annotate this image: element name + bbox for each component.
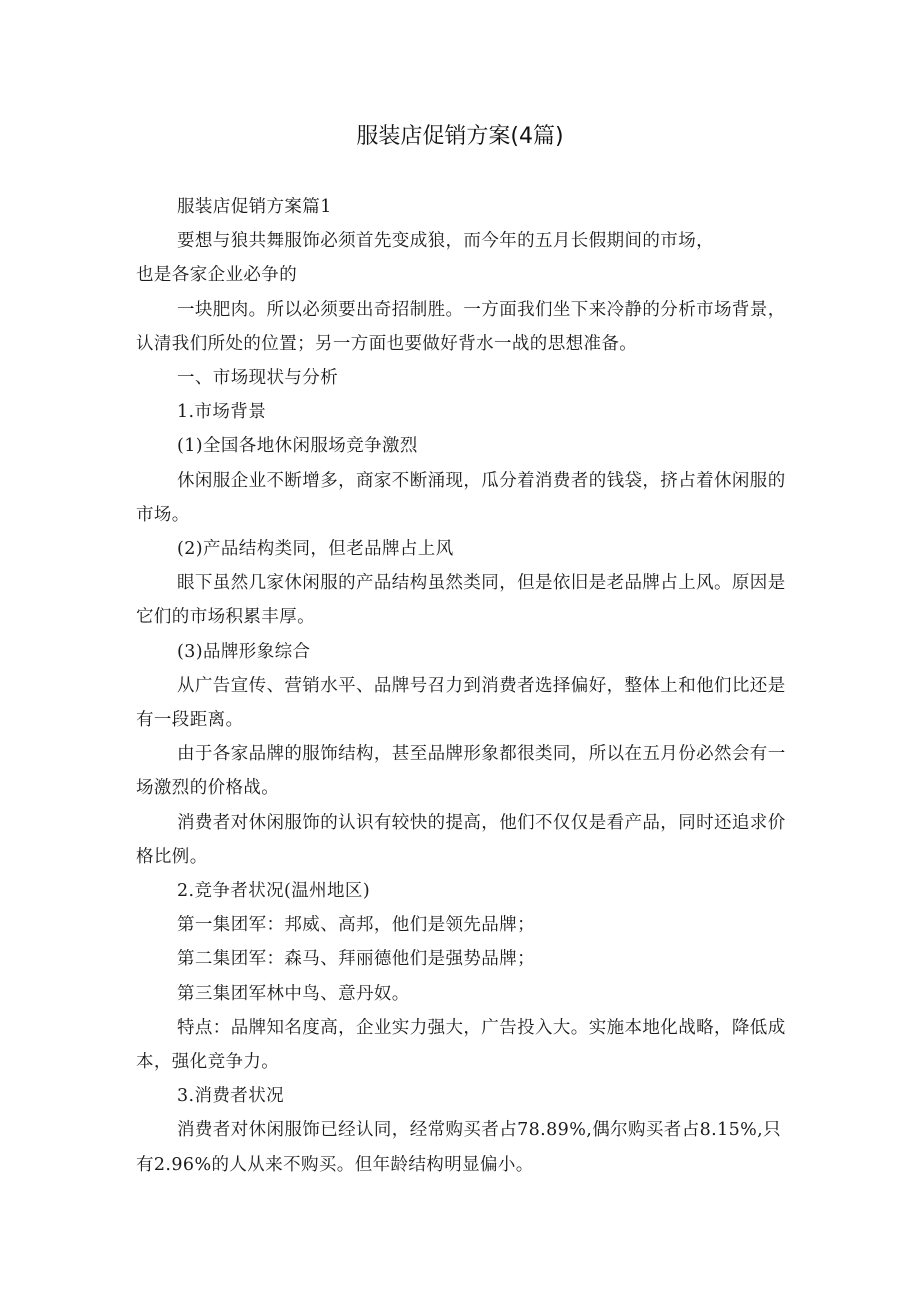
paragraph: 从广告宣传、营销水平、品牌号召力到消费者选择偏好，整体上和他们比还是有一段距离。 — [136, 675, 786, 731]
paragraph: 由于各家品牌的服饰结构，甚至品牌形象都很类同，所以在五月份必然会有一场激烈的价格战。 — [136, 744, 786, 799]
paragraph: 要想与狼共舞服饰必须首先变成狼，而今年的五月长假期间的市场， — [177, 231, 714, 252]
paragraph: 休闲服企业不断增多，商家不断涌现，瓜分着消费者的钱袋，挤占着休闲服的市场。 — [136, 470, 786, 525]
subsection-heading: (1)全国各地休闲服场竞争激烈 — [177, 436, 418, 457]
paragraph: 消费者对休闲服饰的认识有较快的提高，他们不仅仅是看产品，同时还追求价格比例。 — [136, 812, 786, 867]
paragraph: 也是各家企业必争的 — [136, 265, 298, 286]
paragraph: 第一集团军：邦威、高邦，他们是领先品牌； — [177, 915, 535, 936]
subsection-heading: (3)品牌形象综合 — [177, 641, 311, 662]
subsection-heading: (2)产品结构类同，但老品牌占上风 — [177, 539, 454, 560]
paragraph: 第二集团军：森马、拜丽德他们是强势品牌； — [177, 949, 535, 970]
paragraph: 消费者对休闲服饰已经认同，经常购买者占78.89%,偶尔购买者占8.15%,只有2.96%的人从来不购买。但年龄结构明显偏小。 — [136, 1120, 782, 1175]
document-title: 服装店促销方案(4篇) — [356, 124, 564, 149]
paragraph: 眼下虽然几家休闲服的产品结构虽然类同，但是依旧是老品牌占上风。原因是它们的市场积累丰厚。 — [136, 573, 786, 628]
paragraph: 特点：品牌知名度高，企业实力强大，广告投入大。实施本地化战略，降低成本，强化竞争力。 — [136, 1017, 786, 1073]
section-heading: 服装店促销方案篇1 — [177, 197, 332, 217]
subsection-heading: 2.竞争者状况(温州地区) — [177, 881, 371, 902]
section-heading: 一、市场现状与分析 — [177, 368, 339, 389]
subsection-heading: 3.消费者状况 — [177, 1086, 284, 1107]
document-body — [136, 190, 786, 1182]
subsection-heading: 1.市场背景 — [177, 402, 267, 423]
paragraph: 一块肥肉。所以必须要出奇招制胜。一方面我们坐下来冷静的分析市场背景，认清我们所处的位置；另一方面也要做好背水一战的思想准备。 — [136, 299, 786, 354]
paragraph: 第三集团军林中鸟、意丹奴。 — [177, 983, 410, 1004]
